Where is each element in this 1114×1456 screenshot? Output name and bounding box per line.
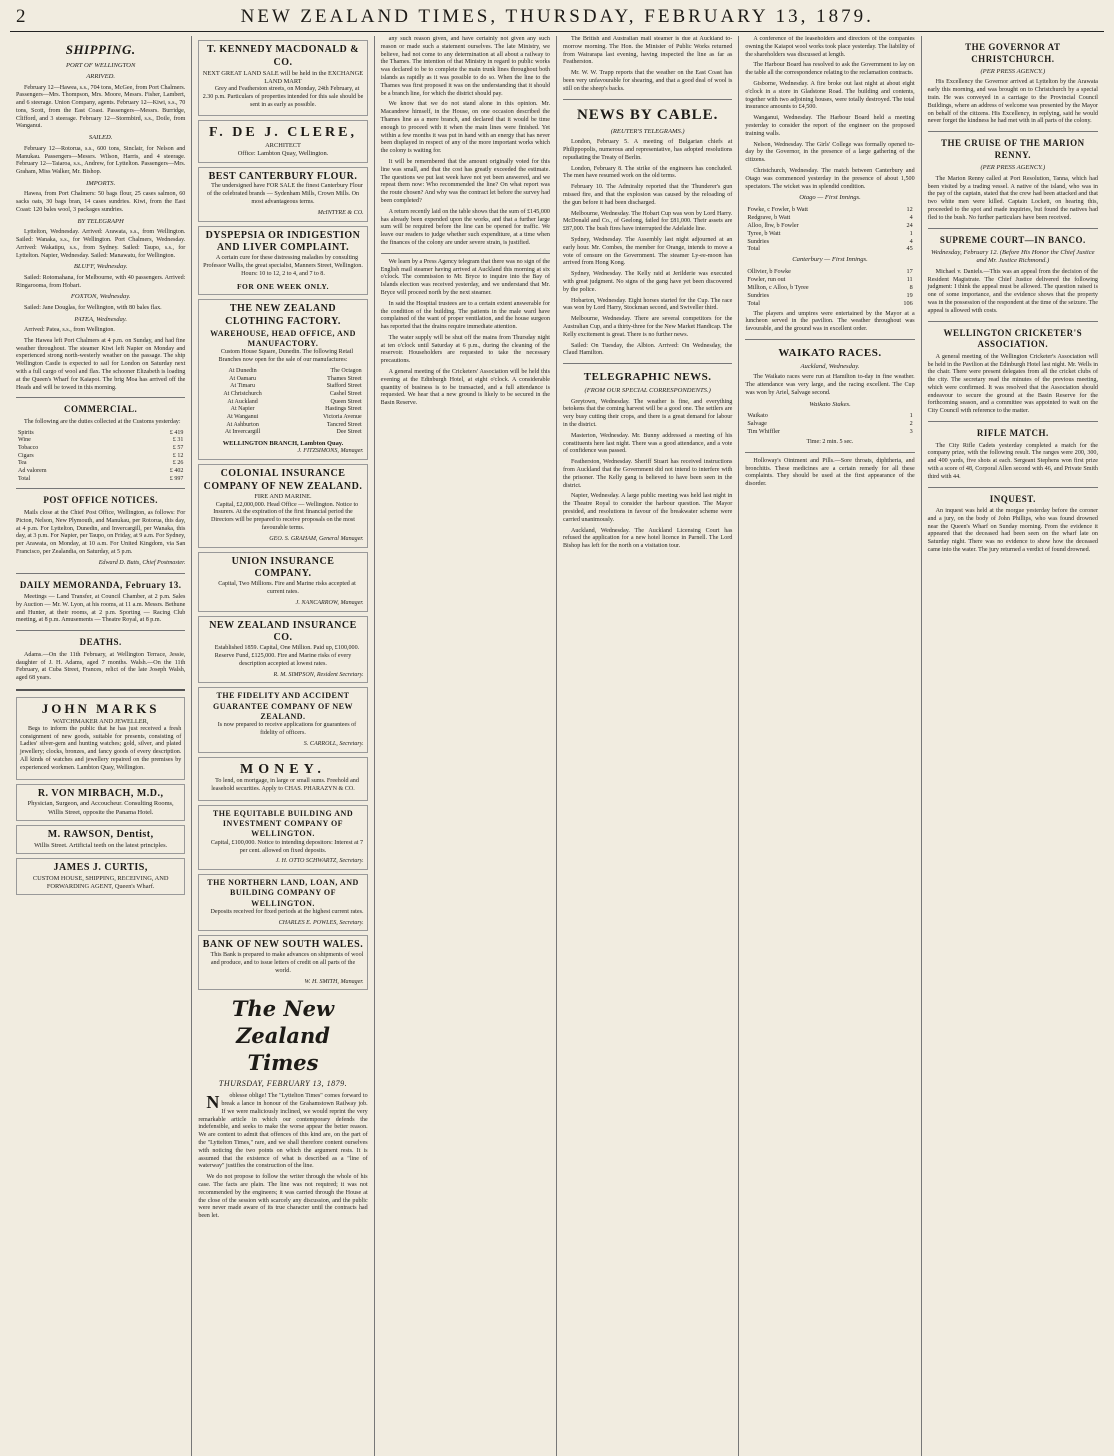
- bank-nsw-title: BANK OF NEW SOUTH WALES.: [202, 939, 364, 951]
- horse-name: Tim Whiffler: [747, 428, 781, 436]
- result-row: [745, 412, 914, 420]
- duty-row: [16, 430, 185, 438]
- inquest-heading: INQUEST.: [989, 493, 1036, 504]
- score-row: [745, 222, 914, 230]
- land-sale-sub: NEXT GREAT LAND SALE will be held in the EXCHANGE LAND MART: [202, 69, 364, 85]
- runs: 4: [909, 237, 913, 245]
- cable-item-8: Melbourne, Wednesday. There are several competitors for the Australian Cup, and a thirty-three for the New Market Handicap. The Kelly excitement is great. There is no further news.: [562, 316, 733, 338]
- col3-paragraph-6: In said the Hospital trustees are to a certain extent answerable for the condition of the building. The patients in the male ward have complained of the want of proper ventilation, and the house surgeon has reported that the drains require immediate attention.: [380, 300, 550, 331]
- col3-paragraph-7: The water supply will be shut off the mains from Thursday night at ten o'clock until Saturday at 6 p.m., during the cleaning of the reservoir. Householders are requested to take the necessary precautions.: [380, 334, 550, 365]
- nz-insurance-signature: R. M. SIMPSON, Resident Secretary.: [273, 671, 364, 678]
- canterbury-innings-heading: Canterbury — First Innings.: [792, 256, 868, 264]
- deaths-text: Adams.—On the 11th February, at Wellington Terrace, Jessie, daughter of J. H. Adams, aged 7 months. Walsh.—On the 11th February, at Cuba Street, Frances, relict of the late Joseph Walsh, aged 68 years.: [16, 651, 186, 682]
- marks-advert: [16, 697, 185, 780]
- score-row: [745, 230, 914, 238]
- cable-item-4: Melbourne, Wednesday. The Hobart Cup was won by Lord Harry. McDonald and Co., of Geelong, failed for £81,000. Their assets are £87,000. The bush fires have interrupted the Adelaide line.: [562, 210, 733, 233]
- column-2: [192, 36, 374, 1456]
- branch-town: At Oamaru: [229, 375, 256, 382]
- page-number: 2: [16, 6, 27, 27]
- post-office-text: Mails close at the Chief Post Office, Wellington, as follows: For Picton, Nelson, New Plymouth, and Manukau, per Rotorua, this day, at 4 p.m. For Lyttelton, Dunedin, and Invercargill, per Wanaka, this day, at 3 p.m. For Napier, per Taupo, on Friday, at 9 a.m. For Sydney, per Arawata, on Monday, at 10 a.m. For United Kingdom, via San Francisco, per Zealandia, on Saturday, at 5 p.m.: [16, 509, 186, 555]
- flour-advert: [198, 167, 367, 222]
- result-row: [745, 428, 914, 436]
- branch-row: [202, 422, 363, 430]
- duty-row: [16, 476, 185, 484]
- shipping-heading: SHIPPING.: [65, 42, 136, 57]
- col3-paragraph-8: A general meeting of the Cricketers' Association will be held this evening at the Edinburgh Hotel, at eight o'clock. A considerable quantity of business is to be transacted, and a full attendance is requested. We hear that a new ground is likely to be secured in the Basin Reserve.: [380, 369, 550, 407]
- duty-item: Spirits: [18, 429, 34, 436]
- branch-street: Queen Street: [330, 398, 362, 405]
- marks-text: Begs to inform the public that he has just received a fresh consignment of new goods, suitable for presents, consisting of Ladies' silver-gem and hunting watches; gold, silver, and plated jewellery; clocks, bronzes, and fancy goods of every description. All kinds of watches and jewellery repaired on the premises by experienced workmen. Lambton Quay, Wellington.: [20, 725, 182, 771]
- cable-item-7: Hobarton, Wednesday. Eight horses started for the Cup. The race was won by Lord Harry, Stockman second, and Swiveller third.: [562, 297, 733, 312]
- runs: 4: [909, 213, 913, 221]
- branch-town: At Invercargill: [224, 429, 261, 436]
- money-title: MONEY.: [240, 761, 326, 777]
- mirbach-text: Physician, Surgeon, and Accoucheur. Consulting Rooms, Willis Street, opposite the Panama Hotel.: [27, 800, 174, 816]
- column-3: [375, 36, 557, 1456]
- bluff-text: Sailed: Rotomahana, for Melbourne, with 40 passengers. Arrived: Ringarooma, from Hobart.: [16, 274, 186, 289]
- duty-amount: £ 402: [169, 468, 184, 475]
- branch-row: [202, 429, 363, 437]
- arrived-text: February 12—Hawea, s.s., 704 tons, McGee, from Port Chalmers. Passengers—Mrs. Thompson, Mrs. Moore, Messrs. Fisher, Lambert, and 6 steerage. Union Company, agents. February 12—Kiwi, s.s., 70 tons, Scott, from the East Coast. Passengers—Messrs. Burridge, Clifford, and 3 steerage. February 12—Stormbird, s.s., Doile, from Wanganui.: [16, 84, 186, 130]
- col5-paragraph-7: The players and umpires were entertained by the Mayor at a luncheon served in the pavilion. The weather throughout was favourable, and the ground was in excellent order.: [745, 310, 915, 333]
- score-row: [745, 206, 914, 214]
- branch-row: [202, 414, 363, 422]
- land-sale-title: T. KENNEDY MACDONALD & CO.: [206, 44, 360, 68]
- rifle-match-text: The City Rifle Cadets yesterday completed a match for the company prize, with the following result. The ranges were 200, 300, and 400 yards, five shots at each. Sergeant Stephens won first prize with a score of 48, Corporal Allen second with 46, and Private Smith third with 44.: [927, 442, 1098, 480]
- stakes-time: Time: 2 min. 5 sec.: [806, 439, 854, 446]
- imports-heading: IMPORTS.: [86, 179, 116, 187]
- imports-text: Hawea, from Port Chalmers: 50 bags flour, 25 cases salmon, 60 sacks oats, 30 bags bran, 14 cases sundries. Kiwi, from the East Coast: 120 bales wool, 3 packages sundries.: [16, 191, 186, 213]
- marion-text: The Marion Renny called at Port Resolution, Tanna, which had been visited by a trading vessel. A native of the island, who was in the pay of the captain, stated that the crew had been attacked and that two white men were killed. Captain Lockett, on hearing this, proceeded to the spot and made inquiries, but found the natives had fled to the bush. No further particulars have been received.: [927, 175, 1098, 221]
- equitable-advert: [198, 805, 367, 870]
- commercial-heading: COMMERCIAL.: [64, 404, 138, 415]
- postmaster-signature: Edward D. Butts, Chief Postmaster.: [98, 559, 186, 566]
- duties-table: [16, 430, 185, 484]
- branch-town: At Ashburton: [226, 421, 259, 428]
- horse-name: Salvage: [747, 420, 767, 428]
- stakes-results: [745, 412, 914, 436]
- branch-street: Hastings Street: [325, 406, 362, 413]
- cricket-association-heading: WELLINGTON CRICKETER'S ASSOCIATION.: [943, 327, 1083, 350]
- dyspepsia-title: DYSPEPSIA OR INDIGESTION AND LIVER COMPLAINT.: [205, 229, 361, 254]
- column-6: [922, 36, 1104, 1456]
- sailed-text: February 12—Rotorua, s.s., 600 tons, Sinclair, for Nelson and Manukau. Passengers—Messrs. Wilson, Harris, and 4 steerage. February 12—Taiaroa, s.s., Andrew, for Lyttelton. Passengers—Mrs. Graham, Miss Walker, Mr. Bishop.: [16, 145, 186, 176]
- score-row: [745, 238, 914, 246]
- batsman: Fowke, c Fowler, b Watt: [747, 205, 808, 213]
- union-insurance-signature: J. NANCARROW, Manager.: [295, 599, 364, 606]
- batsman: Ollivier, b Fowke: [747, 267, 791, 275]
- editorial-paragraph-2: We do not propose to follow the writer through the whole of his case. The facts are plain. The line was not required; it was not recommended by the engineers; it was carried through the House at the close of the session with scarcely any discussion, and the public were never made aware of its true character until the contracts had been let.: [198, 1174, 368, 1220]
- branch-street: Cashel Street: [329, 390, 362, 397]
- telegraph-text: Lyttelton, Wednesday. Arrived: Arawata, s.s., from Wellington. Sailed: Wanaka, s.s., for Wellington. Port Chalmers, Wednesday. Arrived: Wakatipu, s.s., from Sydney. Sailed: Taupo, s.s., for Lyttelton. Napier, Wednesday. Sailed: Manawatu, for Wellington.: [16, 229, 186, 259]
- score-row: [745, 268, 914, 276]
- rawson-text: Willis Street. Artificial teeth on the latest principles.: [34, 841, 168, 849]
- branch-street: Tancred Street: [326, 421, 362, 428]
- colonial-insurance-sub: FIRE AND MARINE.: [254, 493, 312, 501]
- governor-heading: THE GOVERNOR AT CHRISTCHURCH.: [965, 42, 1061, 64]
- runs: 24: [906, 221, 913, 229]
- horse-name: Waikato: [747, 412, 768, 420]
- branch-town: At Dunedin: [228, 367, 257, 374]
- equitable-text: Capital, £100,000. Notice to intending depositors: Interest at 7 per cent. allowed on fixed deposits.: [210, 839, 364, 854]
- clothing-branch: WELLINGTON BRANCH, Lambton Quay.: [222, 439, 344, 447]
- supreme-court-heading: SUPREME COURT—IN BANCO.: [939, 234, 1086, 245]
- telegraphic-news-sub: (FROM OUR SPECIAL CORRESPONDENTS.): [584, 387, 711, 395]
- bank-nsw-advert: [198, 935, 367, 990]
- duty-amount: £ 12: [172, 452, 184, 459]
- union-insurance-text: Capital, Two Millions. Fire and Marine risks accepted at current rates.: [218, 581, 356, 596]
- col3-paragraph-1: any such reason given, and have certainly not given any such reason or made such a statement ourselves. The late Ministry, we believe, had not come to any determination at all about a railway to the Thames. The intention of that Ministry in regard to public works was declared to be to complete the main trunk lines throughout both islands as rapidly as it was possible to do so. When the line to the Thames was first proposed it was on the understanding that it should be a branch line, for which the district should pay.: [380, 36, 550, 97]
- batsman: Alloo, lbw, b Fowler: [747, 221, 799, 229]
- column-1: [10, 36, 192, 1456]
- architect-text: Office: Lambton Quay, Wellington.: [237, 150, 329, 158]
- branch-town: At Christchurch: [223, 390, 262, 397]
- cable-item-5: Sydney, Wednesday. The Assembly last night adjourned at an early hour. Mr. Combes, the member for Orange, intends to move a vote of censure on the Government. The steamer Ly-ee-moon has arrived from Hong Kong.: [562, 236, 733, 267]
- sailed-heading: SAILED.: [88, 134, 113, 142]
- clothing-text: Custom House Square, Dunedin. The following Retail Branches now open for the sale of our manufactures:: [218, 349, 354, 364]
- waikato-races-sub: Auckland, Wednesday.: [800, 363, 860, 370]
- cable-item-6: Sydney, Wednesday. The Kelly raid at Jerilderie was executed with great judgment. No signs of the gang have yet been discovered by the police.: [562, 271, 733, 293]
- col4-paragraph-1: The British and Australian mail steamer is due at Auckland to-morrow morning. The Hon. the Minister of Public Works returned from Wairarapa last evening, having inspected the line as far as Featherston.: [562, 36, 733, 66]
- runs: 11: [906, 275, 913, 283]
- duty-amount: £ 26: [172, 460, 184, 467]
- duty-row: [16, 468, 185, 476]
- batsman: Total: [747, 299, 760, 307]
- batsman: Sundries: [747, 291, 769, 299]
- duty-item: Tea: [18, 460, 27, 467]
- waikato-stakes-heading: Waikato Stakes.: [809, 400, 851, 408]
- col5-paragraph-3: Gisborne, Wednesday. A fire broke out last night at about eight o'clock in a store in Gladstone Road. The building and contents, together with two adjoining houses, were totally destroyed. The total insurance amounts to £4,500.: [745, 80, 915, 111]
- bank-nsw-text: This Bank is prepared to make advances on shipments of wool and produce, and to issue letters of credit on all parts of the world.: [210, 952, 364, 974]
- clothing-title: THE NEW ZEALAND CLOTHING FACTORY.: [225, 303, 341, 327]
- equitable-signature: J. H. OTTO SCHWARTZ, Secretary.: [275, 858, 364, 865]
- score-row: [745, 300, 914, 308]
- duty-row: [16, 460, 185, 468]
- branch-row: [202, 399, 363, 407]
- rifle-match-heading: RIFLE MATCH.: [976, 428, 1049, 439]
- cable-item-1: London, February 5. A meeting of Bulgarian chiefs at Philippopolis, numerous and representative, has adopted resolutions repudiating the Treaty of Berlin.: [562, 139, 733, 161]
- curtis-text: CUSTOM HOUSE, SHIPPING, RECEIVING, AND FORWARDING AGENT, Queen's Wharf.: [32, 874, 169, 890]
- marion-heading: THE CRUISE OF THE MARION RENNY.: [941, 138, 1085, 160]
- duty-amount: £ 57: [172, 445, 184, 452]
- architect-title: F. DE J. CLERE,: [209, 125, 357, 141]
- northern-title: THE NORTHERN LAND, LOAN, AND BUILDING COMPANY OF WELLINGTON.: [207, 878, 359, 908]
- otago-innings-heading: Otago — First Innings.: [799, 194, 861, 202]
- duty-amount: £ 31: [172, 437, 184, 444]
- waikato-races-heading: WAIKATO RACES.: [778, 346, 882, 359]
- telegraphic-news-heading: TELEGRAPHIC NEWS.: [583, 371, 712, 384]
- fidelity-text: Is now prepared to receive applications for guarantees of fidelity of officers.: [217, 722, 357, 736]
- telegraphic-item-3: Featherston, Wednesday. Sheriff Stuart has received instructions from Auckland that the Government did not intend to interfere with the prisoner. The Kelly gang is believed to have been seen in the district.: [562, 459, 733, 489]
- northern-signature: CHARLES E. POWLES, Secretary.: [278, 919, 364, 926]
- score-row: [745, 214, 914, 222]
- rawson-advert: [16, 825, 185, 854]
- waikato-races-text: The Waikato races were run at Hamilton to-day in fine weather. The attendance was very large, and the racing excellent. The Cup was won by Ariel, Salvage second.: [745, 374, 915, 397]
- supreme-court-text: Michael v. Daniels.—This was an appeal from the decision of the Resident Magistrate. The Chief Justice delivered the following judgment: I think the appeal must be allowed. The question raised is one of some importance, and the evidence shows that the property was in the possession of the respondent at the time of the seizure. The appeal is allowed with costs.: [927, 268, 1098, 314]
- northern-text: Deposits received for fixed periods at the highest current rates.: [210, 908, 364, 915]
- masthead-title: NEW ZEALAND TIMES, THURSDAY, FEBRUARY 13, 1879.: [240, 6, 874, 27]
- duty-item: Ad valorem: [18, 468, 47, 475]
- colonial-insurance-text: Capital, £2,000,000. Head Office — Wellington. Notice to Insurers. At the expiration of the first financial period the Directors will be prepared to receive proposals on the most favourable terms.: [210, 501, 359, 532]
- architect-advert: [198, 120, 367, 162]
- score-row: [745, 292, 914, 300]
- duty-amount: £ 419: [169, 429, 184, 436]
- mirbach-name: R. VON MIRBACH, M.D.,: [37, 787, 164, 799]
- bank-nsw-signature: W. H. SMITH, Manager.: [304, 978, 364, 985]
- branch-street: Stafford Street: [326, 383, 362, 390]
- batsman: Tyree, b Watt: [747, 229, 781, 237]
- union-insurance-title: UNION INSURANCE COMPANY.: [231, 555, 335, 580]
- rawson-name: M. RAWSON, Dentist,: [47, 828, 154, 840]
- news-by-cable-sub: (REUTER'S TELEGRAMS.): [610, 127, 685, 135]
- branch-street: Dee Street: [336, 429, 362, 436]
- port-heading: PORT OF WELLINGTON: [65, 61, 136, 69]
- telegraphic-item-4: Napier, Wednesday. A large public meeting was held last night in the Theatre Royal to consider the harbour question. The Mayor presided, and resolutions in favour of the breakwater scheme were carried unanimously.: [562, 493, 733, 523]
- col5-paragraph-4: Wanganui, Wednesday. The Harbour Board held a meeting yesterday to consider the report of the engineer on the proposed training walls.: [745, 115, 915, 137]
- editorial-dateline: THURSDAY, FEBRUARY 13, 1879.: [218, 1079, 348, 1089]
- telegraphic-item-2: Masterton, Wednesday. Mr. Bunny addressed a meeting of his constituents here last night. There was a good attendance, and a vote of confidence was passed.: [562, 432, 733, 455]
- supreme-court-sub: Wednesday, February 12. (Before His Honor the Chief Justice and Mr. Justice Richmond.): [931, 249, 1095, 265]
- runs: 1: [909, 229, 913, 237]
- commercial-text: The following are the duties collected at the Customs yesterday:: [24, 418, 181, 425]
- money-text: To lend, on mortgage, in large or small sums. Freehold and leasehold securities. Apply to CHAS. PHARAZYN & CO.: [211, 778, 359, 793]
- masthead: [10, 6, 1104, 32]
- bluff-heading: BLUFF, Wednesday.: [73, 263, 128, 271]
- patea-text: Arrived: Patea, s.s., from Wellington.: [24, 327, 115, 334]
- horse-place: 2: [909, 420, 913, 428]
- branch-street: The Octagon: [330, 367, 362, 374]
- duty-row: [16, 453, 185, 461]
- branch-row: [202, 368, 363, 376]
- branch-street: Thames Street: [327, 375, 362, 382]
- deaths-heading: DEATHS.: [79, 637, 122, 648]
- horse-place: 1: [909, 412, 913, 420]
- duty-item: Total: [18, 475, 31, 482]
- cable-item-2: London, February 8. The strike of the engineers has concluded. The men have resumed work on the old terms.: [562, 165, 733, 180]
- runs: 17: [906, 267, 913, 275]
- post-office-heading: POST OFFICE NOTICES.: [43, 495, 158, 506]
- canterbury-scorecard: [745, 268, 914, 308]
- batsman: Total: [747, 245, 760, 253]
- batsman: Sundries: [747, 237, 769, 245]
- newspaper-nameplate: The New Zealand Times: [231, 996, 335, 1076]
- result-row: [745, 420, 914, 428]
- duty-row: [16, 445, 185, 453]
- marks-name: JOHN MARKS: [41, 700, 160, 716]
- governor-sub: (PER PRESS AGENCY.): [980, 68, 1046, 76]
- union-insurance-advert: [198, 552, 367, 612]
- flour-text: The undersigned have FOR SALE the finest Canterbury Flour of the celebrated brands — Sydenham Mills, Crown Mills. On most advantageous terms.: [206, 183, 363, 206]
- horse-place: 3: [909, 428, 913, 436]
- flour-signature: McINTYRE & CO.: [317, 209, 364, 216]
- foxton-heading: FOXTON, Wednesday.: [70, 293, 131, 301]
- runs: 19: [906, 291, 913, 299]
- land-sale-advert: [198, 40, 367, 116]
- nz-insurance-text: Established 1859. Capital, One Million. Paid up, £100,000. Reserve Fund, £125,000. Fire and Marine risks of every description accepted at lowest rates.: [214, 645, 360, 667]
- batsman: Redgrave, b Watt: [747, 213, 791, 221]
- branch-row: [202, 391, 363, 399]
- runs: 106: [903, 299, 913, 307]
- branch-town: At Auckland: [227, 398, 258, 405]
- mirbach-advert: [16, 784, 185, 821]
- col3-paragraph-4: A return recently laid on the table shows that the sum of £145,000 has already been expended upon the works, and that a further large sum will be required before the line can be opened for traffic. We leave our readers to judge whether such expenditure, at a time when the finances of the colony are under severe strain, is justified.: [380, 208, 550, 246]
- patea-heading: PATEA, Wednesday.: [74, 315, 127, 323]
- land-sale-text: Grey and Featherston streets, on Monday, 24th February, at 2.30 p.m. Particulars of properties intended for this sale should be sent in as early as possible.: [202, 85, 364, 108]
- telegraphic-item-1: Greytown, Wednesday. The weather is fine, and everything betokens that the coming harvest will be a good one. The settlers are very busy cutting their crops, and there is a great demand for labour in the district.: [562, 398, 733, 429]
- clothing-signature: J. FITZSIMONS, Manager.: [297, 448, 364, 455]
- duty-item: Wine: [18, 437, 31, 444]
- col3-paragraph-2: We know that we do not stand alone in this opinion. Mr. Macandrew himself, in the House, on one occasion described the Thames line as a mere branch, and declared that it would be time enough to proceed with it when the main lines were finished. Yet within a few months it was put in hand with an energy that has never been displayed in respect of any of the more important works which the colony is waiting for.: [380, 101, 550, 155]
- score-row: [745, 284, 914, 292]
- col4-paragraph-2: Mr. W. W. Trapp reports that the weather on the East Coast has been very unfavourable for shearing, and that a good deal of wool is still on the sheep's backs.: [562, 70, 733, 92]
- marks-sub: WATCHMAKER AND JEWELLER,: [52, 717, 149, 725]
- shipping-news: The Hawea left Port Chalmers at 4 p.m. on Sunday, and had fine weather throughout. The steamer Kiwi left Napier on Monday and experienced strong north-westerly weather on the passage. The ship Wellington Castle is expected to sail for London on Saturday next with a full cargo of wool and flax. The schooner Elizabeth is loading at the Queen's Wharf for Kaiapoi. The brig Moa has arrived off the Heads and will be towed in this morning.: [16, 337, 186, 391]
- inquest-text: An inquest was held at the morgue yesterday before the coroner and a jury, on the body of John Phillips, who was found drowned near the Queen's Wharf on Sunday morning. From the evidence it appeared that the deceased had been seen on the wharf late on Saturday night. There was no evidence to show how the deceased came into the water. The jury returned a verdict of found drowned.: [927, 508, 1098, 554]
- editorial-paragraph-1: Noblesse oblige! The "Lyttelton Times" comes forward to break a lance in honour of the Grahamstown Railway job. If we were maliciously inclined, we would reprint the very remarkable article in which our contemporary defends the indefensible, and seeks to make the worse appear the better reason. We are content to admit that offences of this kind are, on the part of the "Lyttelton Times," rare, and we shall therefore content ourselves with noticing the two points on which the argument rests. It is assumed that the existence of what is described as a "line of waterway" justifies the construction of the line.: [198, 1092, 368, 1170]
- branch-town: At Napier: [230, 406, 255, 413]
- architect-sub: ARCHITECT: [265, 142, 301, 150]
- branch-town: At Timaru: [230, 383, 255, 390]
- curtis-name: JAMES J. CURTIS,: [53, 861, 148, 873]
- cable-item-3: February 10. The Admiralty reported that the Thunderer's gun missed fire, and that the explosion was caused by the reloading of the gun before it had been discharged.: [562, 184, 733, 206]
- col5-paragraph-1: A conference of the leaseholders and directors of the companies owning the Kaiapoi wool works took place yesterday. The liability of the shareholders was discussed at length.: [745, 36, 915, 58]
- curtis-advert: [16, 858, 185, 895]
- telegraph-heading: BY TELEGRAPH: [77, 217, 124, 225]
- column-5: [739, 36, 921, 1456]
- daily-memoranda-heading: DAILY MEMORANDA, February 13.: [19, 579, 182, 590]
- dyspepsia-text: A certain cure for these distressing maladies by consulting Professor Wallis, the great specialist, Manners Street, Wellington. Hours: 10 to 12, 2 to 4, and 7 to 8.: [203, 255, 363, 277]
- dyspepsia-signature: FOR ONE WEEK ONLY.: [236, 281, 330, 291]
- col5-paragraph-8: Holloway's Ointment and Pills.—Sore throats, diphtheria, and bronchitis. These medicines are a certain remedy for all these complaints. They should be used at the first appearance of the disorder.: [745, 457, 915, 488]
- score-row: [745, 276, 914, 284]
- telegraphic-item-5: Auckland, Wednesday. The Auckland Licensing Court has refused the application for a new hotel licence in Parnell. The Lord Bishop has left for the north on a visitation tour.: [562, 527, 733, 550]
- batsman: Fowler, run out: [747, 275, 786, 283]
- nz-insurance-advert: [198, 616, 367, 684]
- duty-item: Tobacco: [18, 445, 39, 452]
- colonial-insurance-title: COLONIAL INSURANCE COMPANY OF NEW ZEALAND.: [203, 467, 363, 492]
- duty-row: [16, 437, 185, 445]
- runs: 45: [906, 245, 913, 253]
- otago-scorecard: [745, 206, 914, 254]
- colonial-insurance-signature: GEO. S. GRAHAM, General Manager.: [269, 535, 364, 542]
- batsman: Millton, c Alloo, b Tyree: [747, 283, 809, 291]
- col5-paragraph-6: Christchurch, Wednesday. The match between Canterbury and Otago was commenced yesterday in the presence of about 1,500 spectators. The wicket was in splendid condition.: [745, 167, 915, 190]
- score-row: [745, 245, 914, 253]
- duty-amount: £ 997: [169, 475, 184, 482]
- col3-paragraph-5: We learn by a Press Agency telegram that there was no sign of the English mail steamer having arrived at Auckland this morning at six o'clock. The commission to Mr. Bryce to inquire into the Bay of Islands election was received yesterday, and we understand that Mr. Bryce will proceed north by the next steamer.: [380, 258, 550, 296]
- col3-paragraph-3: It will be remembered that the amount originally voted for this line was small, and that the cost has greatly exceeded the estimate. The questions we put last week have not yet been answered, and we repeat them now: Who recommended the line? On what report was the route chosen? And why was the contract let before the survey had been completed?: [380, 158, 550, 204]
- arrived-heading: ARRIVED.: [86, 73, 116, 81]
- clothing-sub: WAREHOUSE, HEAD OFFICE, AND MANUFACTORY.: [210, 328, 356, 349]
- colonial-insurance-advert: [198, 464, 367, 548]
- daily-memoranda-text: Meetings — Land Transfer, at Council Chamber, at 2 p.m. Sales by Auction — Mr. W. Lyon, at his rooms, at 11 a.m. Messrs. Bethune and Hunter, at their rooms, at 2 p.m. Sporting — Racing Club meeting, at 8 p.m. Amusements — Theatre Royal, at 8 p.m.: [16, 594, 186, 624]
- fidelity-title: THE FIDELITY AND ACCIDENT GUARANTEE COMPANY OF NEW ZEALAND.: [213, 691, 353, 721]
- news-by-cable-heading: NEWS BY CABLE.: [576, 106, 719, 123]
- branch-row: [202, 406, 363, 414]
- runs: 12: [906, 205, 913, 213]
- clothing-advert: [198, 299, 367, 460]
- nz-insurance-title: NEW ZEALAND INSURANCE CO.: [209, 619, 357, 644]
- money-advert: [198, 757, 367, 802]
- duty-item: Cigars: [18, 452, 34, 459]
- governor-text: His Excellency the Governor arrived at Lyttelton by the Arawata early this morning, and was brought on to Christchurch by a special train. He was conveyed in a carriage to the Provincial Council Buildings, where an address of welcome was presented by the Mayor on behalf of the citizens. His Excellency, in replying, said he would never forget the kindness he had met with in all parts of the colony.: [927, 79, 1098, 125]
- dyspepsia-advert: [198, 226, 367, 296]
- branch-street: Victoria Avenue: [322, 413, 362, 420]
- marion-sub: (PER PRESS AGENCY.): [980, 164, 1046, 172]
- flour-title: BEST CANTERBURY FLOUR.: [208, 170, 358, 182]
- fidelity-signature: S. CARROLL, Secretary.: [303, 740, 364, 747]
- col5-paragraph-2: The Harbour Board has resolved to ask the Government to lay on the table all the correspondence relating to the reclamation contracts.: [745, 62, 915, 77]
- foxton-text: Sailed: Jane Douglas, for Wellington, with 80 bales flax.: [24, 304, 162, 311]
- cricket-association-text: A general meeting of the Wellington Cricketer's Association will be held in the Pavilion at the Edinburgh Hotel last night. Mr. Wells in the chair. There were present delegates from all the cricket clubs of the city. The secretary read the minutes of the previous meeting, which were confirmed. It was resolved that the Association should endeavour to secure the ground at the Basin Reserve for the forthcoming season, and a committee was appointed to wait on the City Council with reference to the matter.: [927, 353, 1098, 415]
- branch-town: At Wanganui: [226, 413, 259, 420]
- cable-item-9: Sailed: On Tuesday, the Albion. Arrived: On Wednesday, the Claud Hamilton.: [562, 342, 733, 357]
- equitable-title: THE EQUITABLE BUILDING AND INVESTMENT COMPANY OF WELLINGTON.: [212, 809, 354, 839]
- branches-table: [202, 368, 363, 437]
- fidelity-advert: [198, 687, 367, 752]
- northern-advert: [198, 874, 367, 931]
- branch-row: [202, 383, 363, 391]
- col5-paragraph-5: Nelson, Wednesday. The Girls' College was formally opened to-day by the Governor, in the presence of a large gathering of the citizens.: [745, 141, 915, 164]
- runs: 8: [909, 283, 913, 291]
- column-4: [557, 36, 739, 1456]
